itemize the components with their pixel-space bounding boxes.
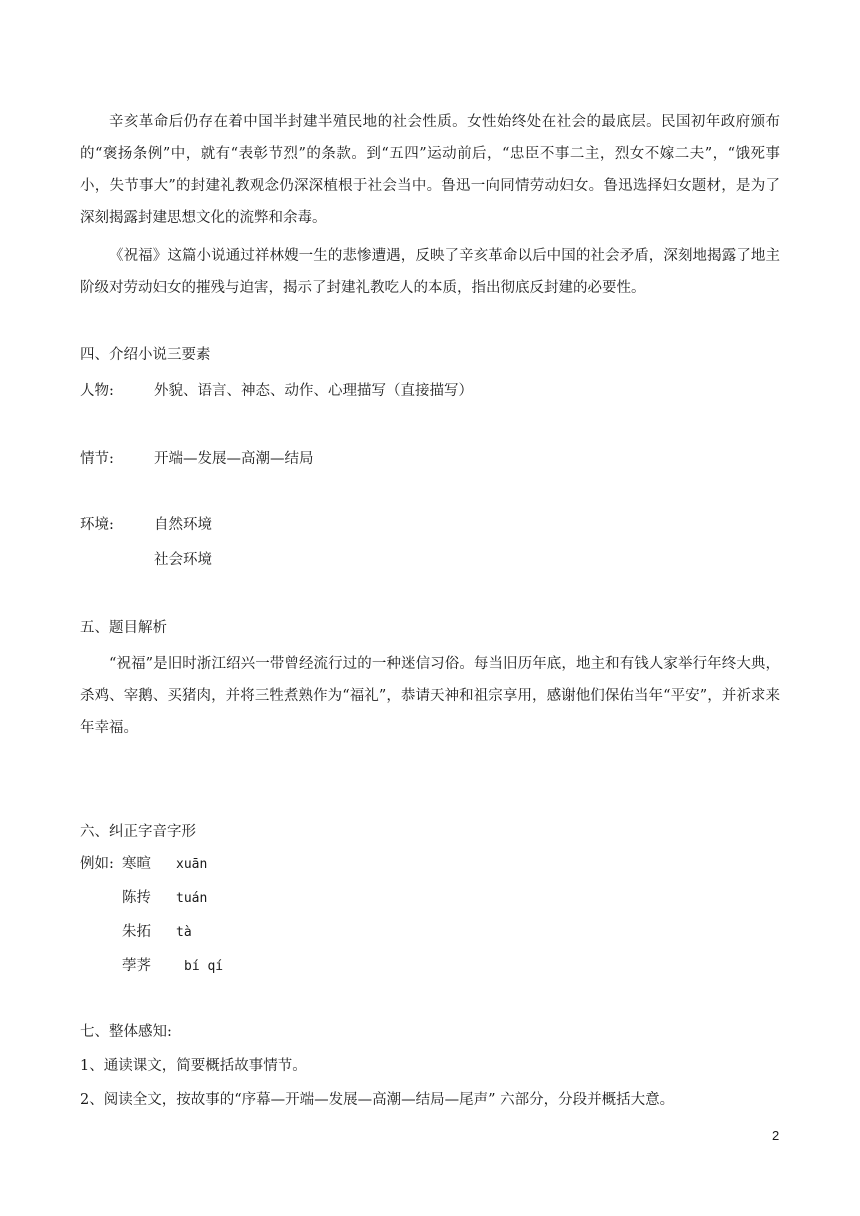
section-7-item-2: 2、阅读全文，按故事的“序幕—开端—发展—高潮—结局—尾声” 六部分，分段并概括大意。 bbox=[80, 1092, 675, 1108]
example-pinyin: tà bbox=[176, 925, 192, 940]
example-pinyin: bí qí bbox=[184, 959, 224, 974]
section-7-heading: 七、整体感知: bbox=[80, 1024, 172, 1040]
example-pinyin: tuán bbox=[176, 891, 208, 906]
example-word: 寒暄 bbox=[122, 856, 151, 872]
section-4-heading: 四、介绍小说三要素 bbox=[80, 347, 211, 363]
example-prefix: 例如: bbox=[80, 856, 114, 872]
plot-label: 情节: bbox=[80, 451, 114, 467]
example-word: 荸荠 bbox=[122, 958, 151, 974]
page-number: 2 bbox=[772, 1128, 780, 1143]
environment-label: 环境: bbox=[80, 517, 114, 533]
section-6-heading: 六、纠正字音字形 bbox=[80, 824, 196, 840]
people-text: 外貌、语言、神态、动作、心理描写（直接描写） bbox=[154, 383, 473, 399]
section-7-item-1: 1、通读课文，简要概括故事情节。 bbox=[80, 1058, 307, 1074]
section-5-paragraph: “祝福”是旧时浙江绍兴一带曾经流行过的一种迷信习俗。每当旧历年底，地主和有钱人家举行年终大典，杀鸡、宰鹅、买猪肉，并将三牲煮熟作为“福礼”，恭请天神和祖宗享用，感谢他们保佑当年“平安”，并祈求来年幸福。 bbox=[80, 656, 780, 736]
section-5-heading: 五、题目解析 bbox=[80, 620, 167, 636]
plot-text: 开端—发展—高潮—结局 bbox=[154, 451, 314, 467]
people-label: 人物: bbox=[80, 383, 114, 399]
environment-nature: 自然环境 bbox=[154, 517, 212, 533]
intro-paragraph-2: 《祝福》这篇小说通过祥林嫂一生的悲惨遭遇，反映了辛亥革命以后中国的社会矛盾，深刻地揭露了地主阶级对劳动妇女的摧残与迫害，揭示了封建礼教吃人的本质，指出彻底反封建的必要性。 bbox=[80, 248, 780, 296]
intro-paragraph-1: 辛亥革命后仍存在着中国半封建半殖民地的社会性质。女性始终处在社会的最底层。民国初年政府颁布的“褒扬条例”中，就有“表彰节烈”的条款。到“五四”运动前后，“忠臣不事二主，烈女不嫁二夫”，“饿死事小，失节事大”的封建礼教观念仍深深植根于社会当中。鲁迅一向同情劳动妇女。鲁迅选择妇女题材，是为了深刻揭露封建思想文化的流弊和余毒。 bbox=[80, 114, 780, 226]
example-pinyin: xuān bbox=[176, 857, 208, 872]
example-word: 朱拓 bbox=[122, 924, 151, 940]
environment-society: 社会环境 bbox=[154, 552, 212, 568]
example-word: 陈抟 bbox=[122, 890, 151, 906]
